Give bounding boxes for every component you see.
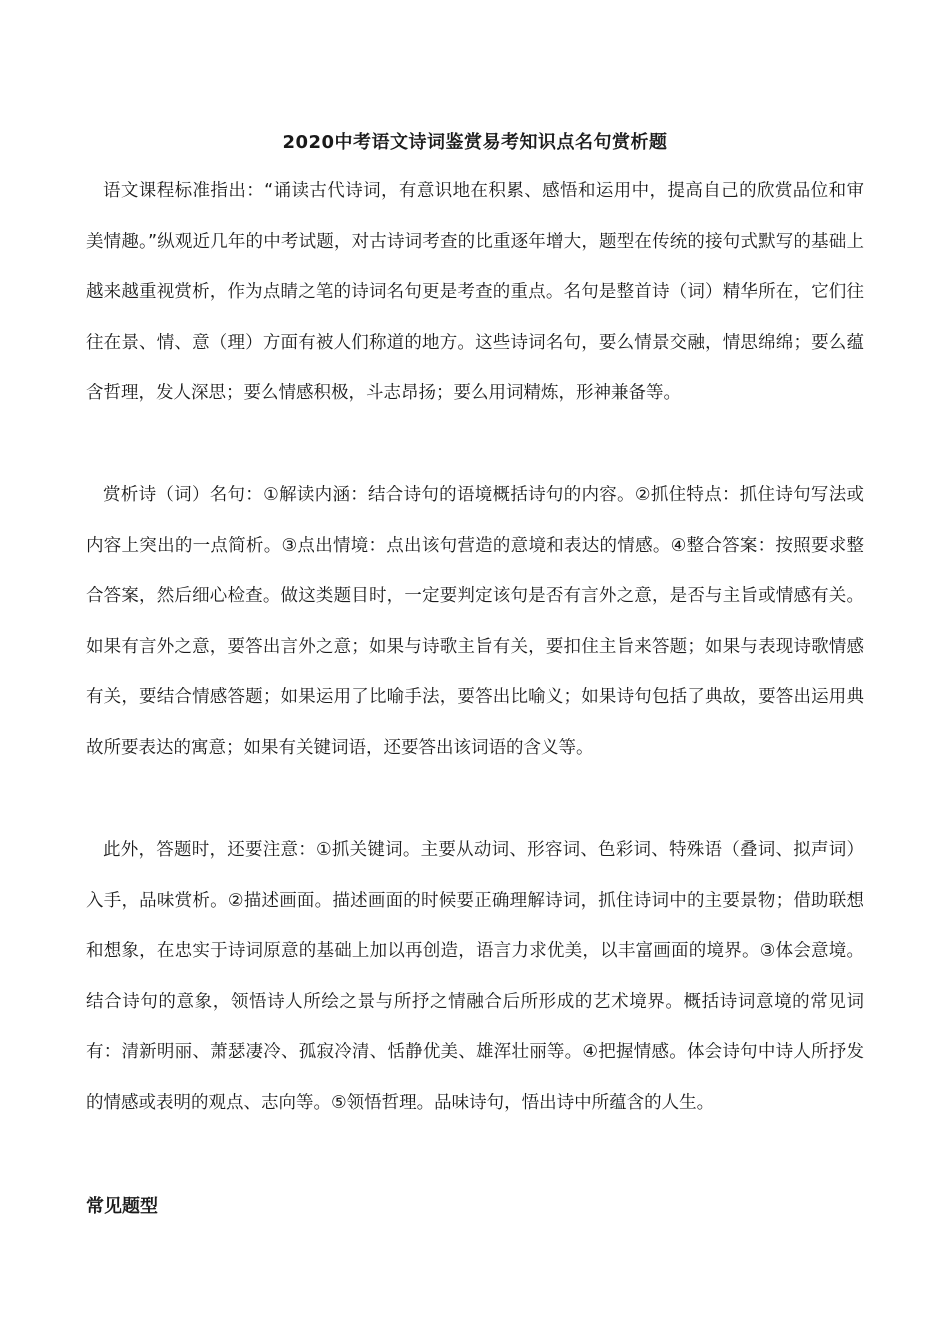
paragraph-intro: 语文课程标准指出：“诵读古代诗词，有意识地在积累、感悟和运用中，提高自己的欣赏品位和审美情趣。”纵观近几年的中考试题，对古诗词考查的比重逐年增大，题型在传统的接句式默写的基础上越来越重视赏析，作为点睛之笔的诗词名句更是考查的重点。名句是整首诗（词）精华所在，它们往往在景、情、意（理）方面有被人们称道的地方。这些诗词名句，要么情景交融，情思绵绵；要么蕴含哲理，发人深思；要么情感积极，斗志昂扬；要么用词精炼，形神兼备等。: [86, 181, 864, 404]
paragraph-appreciation-method: 赏析诗（词）名句：①解读内涵：结合诗句的语境概括诗句的内容。②抓住特点：抓住诗句写法或内容上突出的一点简析。③点出情境：点出该句营造的意境和表达的情感。④整合答案：按照要求整合答案，然后细心检查。做这类题目时，一定要判定该句是否有言外之意，是否与主旨或情感有关。如果有言外之意，要答出言外之意；如果与诗歌主旨有关，要扣住主旨来答题；如果与表现诗歌情感有关，要结合情感答题；如果运用了比喻手法，要答出比喻义；如果诗句包括了典故，要答出运用典故所要表达的寓意；如果有关键词语，还要答出该词语的含义等。: [86, 485, 864, 758]
document-title: 2020中考语文诗词鉴赏易考知识点名句赏析题: [282, 132, 668, 153]
section-heading: 常见题型: [86, 1196, 158, 1217]
paragraph-answer-notes: 此外，答题时，还要注意：①抓关键词。主要从动词、形容词、色彩词、特殊语（叠词、拟声词）入手，品味赏析。②描述画面。描述画面的时候要正确理解诗词，抓住诗词中的主要景物；借助联想和想象，在忠实于诗词原意的基础上加以再创造，语言力求优美，以丰富画面的境界。③体会意境。结合诗句的意象，领悟诗人所绘之景与所抒之情融合后所形成的艺术境界。概括诗词意境的常见词有：清新明丽、萧瑟凄冷、孤寂冷清、恬静优美、雄浑壮丽等。④把握情感。体会诗句中诗人所抒发的情感或表明的观点、志向等。⑤领悟哲理。品味诗句，悟出诗中所蕴含的人生。: [86, 840, 864, 1113]
